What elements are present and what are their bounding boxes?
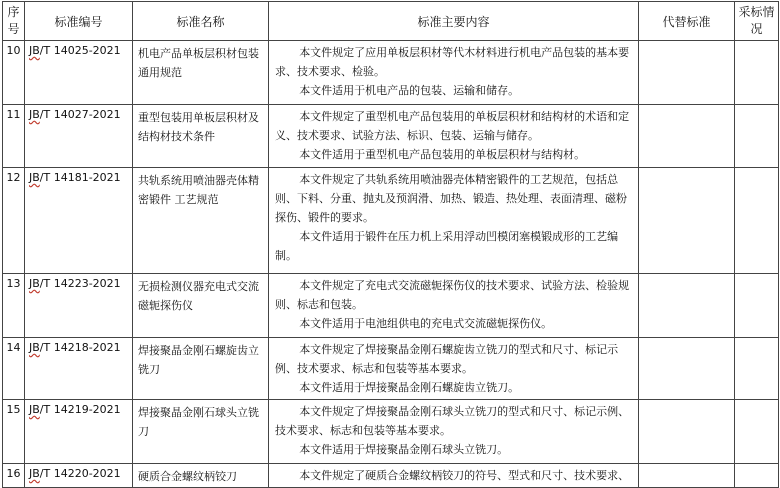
- row-adopt: [735, 168, 779, 274]
- table-row: [3, 41, 779, 105]
- row-seq: 14: [3, 338, 25, 400]
- row-name: 焊接聚晶金刚石球头立铣刀: [133, 400, 269, 464]
- content-paragraph: 本文件规定了焊接聚晶金刚石螺旋齿立铣刀的型式和尺寸、标记示例、技术要求、标志和包装等基本要求。: [275, 343, 619, 375]
- code-rest: /T 14181-2021: [39, 171, 121, 184]
- row-name: 硬质合金螺纹柄铰刀: [133, 464, 269, 488]
- row-seq: 11: [3, 105, 25, 168]
- row-name: 机电产品单板层积材包装通用规范: [133, 41, 269, 105]
- row-name: 无损检测仪器充电式交流磁轭探伤仪: [133, 274, 269, 338]
- code-prefix: JB: [29, 44, 40, 57]
- row-content: [269, 400, 639, 464]
- row-replace: [639, 168, 735, 274]
- content-paragraph: 本文件规定了重型机电产品包装用的单板层积材和结构材的术语和定义、技术要求、试验方法、标识、包装、运输与储存。: [275, 110, 630, 142]
- row-content: [269, 338, 639, 400]
- header-replace: 代替标准: [639, 2, 735, 41]
- row-replace: [639, 464, 735, 488]
- code-prefix: JB: [29, 108, 40, 121]
- header-row: [3, 2, 779, 41]
- row-content: [269, 41, 639, 105]
- content-paragraph: 本文件适用于机电产品的包装、运输和储存。: [299, 84, 520, 97]
- code-rest: /T 14223-2021: [39, 277, 121, 290]
- content-paragraph: 本文件适用于焊接聚晶金刚石螺旋齿立铣刀。: [299, 381, 520, 394]
- content-paragraph: 本文件适用于锻件在压力机上采用浮动凹模闭塞模锻成形的工艺编制。: [275, 230, 619, 262]
- header-code: 标准编号: [25, 2, 133, 41]
- row-code: [25, 464, 133, 488]
- row-replace: [639, 105, 735, 168]
- row-name: 焊接聚晶金刚石螺旋齿立铣刀: [133, 338, 269, 400]
- row-adopt: [735, 400, 779, 464]
- row-code: [25, 274, 133, 338]
- row-seq: 15: [3, 400, 25, 464]
- table-row: [3, 274, 779, 338]
- row-code: [25, 168, 133, 274]
- row-content: [269, 105, 639, 168]
- table-row: [3, 105, 779, 168]
- row-content: [269, 274, 639, 338]
- table-row: [3, 464, 779, 488]
- row-code: [25, 338, 133, 400]
- code-prefix: JB: [29, 467, 40, 480]
- row-replace: [639, 41, 735, 105]
- row-seq: 13: [3, 274, 25, 338]
- row-adopt: [735, 41, 779, 105]
- content-paragraph: 本文件规定了应用单板层积材等代木材料进行机电产品包装的基本要求、技术要求、检验。: [275, 46, 630, 78]
- table-row: [3, 400, 779, 464]
- row-code: [25, 41, 133, 105]
- header-seq: 序号: [3, 2, 25, 41]
- content-paragraph: 本文件适用于重型机电产品包装用的单板层积材与结构材。: [299, 148, 586, 161]
- code-rest: /T 14027-2021: [39, 108, 121, 121]
- code-rest: /T 14219-2021: [39, 403, 121, 416]
- code-rest: /T 14025-2021: [39, 44, 121, 57]
- row-replace: [639, 400, 735, 464]
- code-prefix: JB: [29, 171, 40, 184]
- row-seq: 16: [3, 464, 25, 488]
- header-content: 标准主要内容: [269, 2, 639, 41]
- code-rest: /T 14218-2021: [39, 341, 121, 354]
- content-paragraph: 本文件规定了充电式交流磁轭探伤仪的技术要求、试验方法、检验规则、标志和包装。: [275, 279, 630, 311]
- row-seq: 10: [3, 41, 25, 105]
- standards-table: [2, 1, 779, 488]
- row-seq: 12: [3, 168, 25, 274]
- table-row: [3, 168, 779, 274]
- row-adopt: [735, 274, 779, 338]
- row-adopt: [735, 105, 779, 168]
- code-prefix: JB: [29, 277, 40, 290]
- code-rest: /T 14220-2021: [39, 467, 121, 480]
- content-paragraph: 本文件规定了焊接聚晶金刚石球头立铣刀的型式和尺寸、标记示例、技术要求、标志和包装等基本要求。: [275, 405, 630, 437]
- content-paragraph: 本文件规定了共轨系统用喷油器壳体精密锻件的工艺规范，包括总则、下料、分重、抛丸及预润滑、加热、锻造、热处理、表面清理、磁粉探伤、锻件的要求。: [275, 173, 627, 224]
- header-name: 标准名称: [133, 2, 269, 41]
- row-code: [25, 105, 133, 168]
- row-replace: [639, 274, 735, 338]
- header-adopt: 采标情况: [735, 2, 779, 41]
- row-content: [269, 464, 639, 488]
- table-row: [3, 338, 779, 400]
- content-paragraph: 本文件适用于电池组供电的充电式交流磁轭探伤仪。: [299, 317, 553, 330]
- code-prefix: JB: [29, 341, 40, 354]
- content-paragraph: 本文件适用于焊接聚晶金刚石球头立铣刀。: [299, 443, 509, 456]
- content-paragraph: 本文件规定了硬质合金螺纹柄铰刀的符号、型式和尺寸、技术要求、: [299, 469, 630, 482]
- row-name: 重型包装用单板层积材及结构材技术条件: [133, 105, 269, 168]
- row-adopt: [735, 464, 779, 488]
- row-content: [269, 168, 639, 274]
- row-name: 共轨系统用喷油器壳体精密锻件 工艺规范: [133, 168, 269, 274]
- row-replace: [639, 338, 735, 400]
- row-adopt: [735, 338, 779, 400]
- row-code: [25, 400, 133, 464]
- code-prefix: JB: [29, 403, 40, 416]
